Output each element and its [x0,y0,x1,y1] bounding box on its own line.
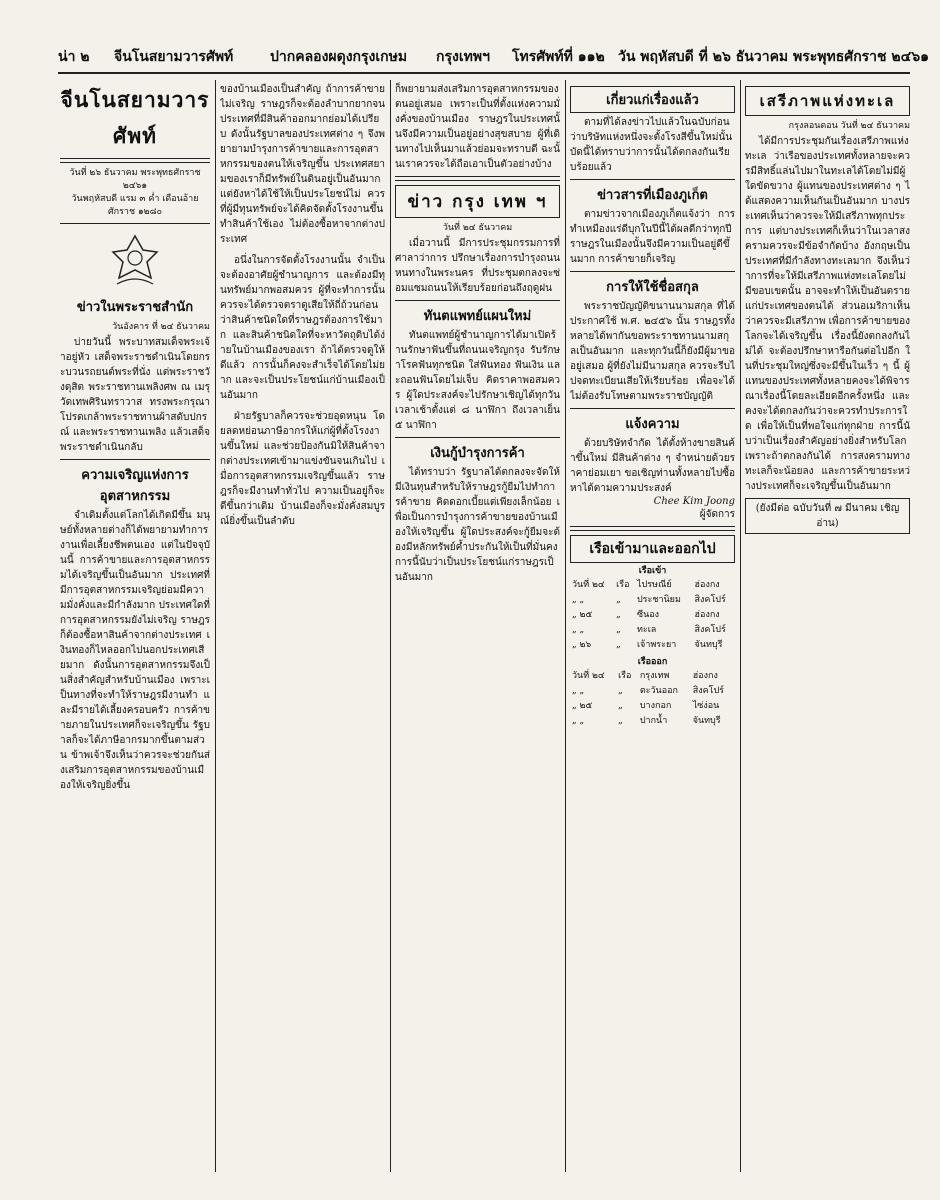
ships-departing-table [570,669,735,729]
column-3 [395,82,560,1172]
ship-cell: ฮ่องกง [692,671,718,681]
advertisement-heading: แจ้งความ [625,417,680,432]
ship-cell: จันทบุรี [694,640,723,650]
ship-cell: „ [618,701,623,711]
ship-cell: „ [618,686,623,696]
continued-note: (ยังมีต่อ ฉบับวันที่ ๗ มีนาคม เชิญอ่าน) [745,498,910,534]
column-rule [565,80,566,1172]
ship-row [570,684,735,699]
ships-arriving-heading: เรือเข้า [638,566,667,576]
running-head [58,40,930,68]
ship-row [570,669,735,684]
page-number: น่า ๒ [58,49,90,65]
ship-cell: สิงคโปร์ [694,595,726,605]
sea-freedom-heading: เสรีภาพแห่งทะเล [745,86,910,116]
ship-row [570,593,735,608]
divider [570,408,735,409]
essay-continued: ก็พยายามส่งเสริมการอุตสาหกรรมของตนอยู่เสมอ เพราะเป็นที่ตั้งแห่งความมั่งคั่งของบ้านเมือง ราษฎรในประเทศนั้นจึงมีความเป็นอยู่อย่างสุขสบาย ผู้ที่เดินทางไปเห็นมาแล้วย่อมจะทราบดี ฉะนั้นเราควรจะได้ถือเอาเป็นตัวอย่างบ้าง [395,84,560,170]
ship-cell: ไซ่ง่อน [692,701,720,711]
court-news-byline: วันอังคาร ที่ ๒๔ ธันวาคม [112,322,210,332]
ship-cell: „ [616,610,621,620]
ship-cell: „ „ [572,625,585,635]
masthead-lunar-date: วันพฤหัสบดี แรม ๓ ค่ำ เดือนอ้าย [71,194,199,204]
loan-heading: เงินกู้บำรุงการค้า [430,446,525,461]
ship-cell: ประชานิยม [636,595,681,605]
industry-essay-body: จำเดิมตั้งแต่โลกได้เกิดมีขึ้น มนุษย์ทั้งหลายต่างก็ได้พยายามทำการงานเพื่อเลี้ยงชีพตนเอง แต่ในปัจจุบันนี้ การค้าขายและการอุตสาหกรรมได้เจริญขึ้นเป็นอันมาก ประเทศที่มีการอุตสาหกรรมเจริญย่อมมีความมั่งคั่งและมีกำลังมาก ประเทศใดที่การอุตสาหกรรมยังไม่เจริญ ราษฎรก็ต้องซื้อหาสินค้าจากต่างประเทศ เงินทองก็ไหลออกไปนอกประเทศเสียมาก ดังนั้นการอุตสาหกรรมจึงเป็นสิ่งสำคัญสำหรับบ้านเมือง เพราะเป็นทางที่จะทำให้ราษฎรมีงานทำ และมีรายได้เลี้ยงครอบครัว การค้าขายภายในประเทศก็จะเจริญขึ้น รัฐบาลก็จะได้ภาษีอากรมากขึ้นตามส่วน ข้าพเจ้าจึงเห็นว่าควรจะช่วยกันส่งเสริมการอุตสาหกรรมของบ้านเมืองให้เจริญยิ่งขึ้น [60,510,210,791]
industry-essay-heading: ความเจริญแห่งการอุตสาหกรรม [81,468,189,504]
column-1 [60,82,210,1172]
ship-cell: เรือ [618,671,632,681]
ship-cell: „ „ [572,686,585,696]
ship-cell: ไปรษณีย์ [636,580,672,590]
ship-cell: „ ๒๕ [572,610,593,620]
notice-heading: เกี่ยวแก่เรื่องแล้ว [570,86,735,113]
masthead-rule [60,158,210,163]
city: กรุงเทพฯ [436,49,490,65]
ship-cell: „ [616,595,621,605]
phone: โทรศัพท์ที่ ๑๑๒ [512,49,605,65]
ship-cell: ฮ่องกง [694,610,720,620]
sea-freedom-byline: กรุงลอนดอน วันที่ ๒๔ ธันวาคม [788,121,910,131]
place: ปากคลองผดุงกรุงเกษม [270,49,408,65]
ship-cell: „ „ [572,716,585,726]
divider [60,459,210,460]
notice-body: ตามที่ได้ลงข่าวไปแล้วในฉบับก่อน ว่าบริษัทแห่งหนึ่งจะตั้งโรงสีขึ้นใหม่นั้น บัดนี้ได้ทราบว่าการนั้นได้ตกลงกันเรียบร้อยแล้ว [570,117,733,173]
ship-cell: กรุงเทพ [639,671,670,681]
masthead-era: ศักราช ๑๒๘๐ [107,207,163,217]
divider [570,179,735,180]
ship-row [570,578,735,593]
city-news-heading: ข่าว กรุง เทพ ฯ [395,185,560,218]
ship-cell: บางกอก [639,701,672,711]
divider [395,300,560,301]
advertisement-signature: Chee Kim Joong [653,496,735,507]
ship-cell: เรือ [616,580,630,590]
ship-cell: ตะวันออก [639,686,678,696]
loan-body: ได้ทราบว่า รัฐบาลได้ตกลงจะจัดให้มีเงินทุนสำหรับให้ราษฎรกู้ยืมไปทำการค้าขาย คิดดอกเบี้ยแต่เพียงเล็กน้อย เพื่อเป็นการบำรุงการค้าขายของบ้านเมืองให้เจริญขึ้น ผู้ใดประสงค์จะกู้ยืมจะต้องมีหลักทรัพย์ค้ำประกันให้เป็นที่มั่นคง การนี้นับว่าเป็นประโยชน์แก่ราษฎรเป็นอันมาก [395,467,560,583]
court-news-heading: ข่าวในพระราชสำนัก [76,300,194,315]
ship-row [570,699,735,714]
surname-law-heading: การให้ใช้ชื่อสกุล [606,280,699,295]
ship-cell: วันที่ ๒๔ [572,580,605,590]
city-news-byline: วันที่ ๒๔ ธันวาคม [442,223,513,233]
ship-row [570,714,735,729]
ship-row [570,608,735,623]
essay-continued-c: ฝ่ายรัฐบาลก็ควรจะช่วยอุดหนุน โดยลดหย่อนภาษีอากรให้แก่ผู้ที่ตั้งโรงงานขึ้นใหม่ และช่วยป้องกันมิให้สินค้าจากต่างประเทศเข้ามาแข่งขันจนเกินไป เมื่อการอุตสาหกรรมเจริญขึ้นแล้ว ราษฎรก็จะมีงานทำทั่วไป ความเป็นอยู่ก็จะดีขึ้นกว่าเดิม บ้านเมืองก็จะมั่งคั่งสมบูรณ์ยิ่งขึ้นเป็นลำดับ [220,411,385,527]
ship-cell: จันทบุรี [692,716,721,726]
divider [570,526,735,531]
column-rule [740,80,741,1172]
ship-cell: สิงคโปร์ [692,686,724,696]
shipping-heading: เรือเข้ามาและออกไป [570,535,735,563]
column-rule [390,80,391,1172]
column-5 [745,82,910,1172]
surname-law-body: พระราชบัญญัติขนานนามสกุล ที่ได้ประกาศใช้ พ.ศ. ๒๔๕๖ นั้น ราษฎรทั้งหลายได้พากันขอพระราชทานนามสกุลเป็นอันมาก และทุกวันนี้ก็ยังมีผู้มาขออยู่เสมอ ผู้ที่ยังไม่มีนามสกุล ควรจะรีบไปจดทะเบียนเสียให้เรียบร้อย เพื่อจะได้ไม่ต้องรับโทษตามพระราชบัญญัติ [570,301,735,402]
divider [395,437,560,438]
ship-cell: „ „ [572,595,585,605]
masthead-date: วันที่ ๒๖ ธันวาคม พระพุทธศักราช ๒๔๖๑ [69,168,201,191]
ships-arriving-table [570,578,735,653]
top-rule [58,72,910,74]
masthead-title: จีนโนสยามวารศัพท์ [60,87,210,148]
essay-continued-a: ของบ้านเมืองเป็นสำคัญ ถ้าการค้าขายไม่เจริญ ราษฎรก็จะต้องลำบากยากจน ประเทศที่มีสินค้าออกมากย่อมได้เปรียบ ดังนั้นรัฐบาลของประเทศต่าง ๆ จึงพยายามบำรุงการค้าขายและการอุตสาหกรรมของตนให้เจริญขึ้น ประเทศสยามของเราก็มีทรัพย์ในดินอยู่เป็นอันมาก แต่ยังหาได้ใช้ให้เป็นประโยชน์ไม่ ควรที่ผู้มีทุนทรัพย์จะได้คิดจัดตั้งโรงงานขึ้นทำสินค้าใช้เอง ไม่ต้องซื้อหาจากต่างประเทศ [220,84,385,245]
ship-cell: „ [616,640,621,650]
sea-freedom-body: ได้มีการประชุมกันเรื่องเสรีภาพแห่งทะเล ว่าเรือของประเทศทั้งหลายจะควรมีสิทธิ์แล่นไปมาในทะเลได้โดยไม่มีผู้ใดขัดขวาง ผู้แทนของประเทศต่าง ๆ ได้แสดงความเห็นกันเป็นอันมาก บางประเทศเห็นว่าควรจะให้มีเสรีภาพทุกประการ แต่บางประเทศก็เห็นว่าในเวลาสงครามควรจะมีข้อจำกัดบ้าง อังกฤษเป็นประเทศที่มีกำลังทางทะเลมาก จึงเห็นว่าการที่จะให้มีเสรีภาพแห่งทะเลโดยไม่มีขอบเขตนั้น อาจจะทำให้เป็นอันตรายแก่ประเทศของตนได้ ส่วนอเมริกาเห็นว่าควรจะมีเสรีภาพ เพื่อการค้าขายของโลกจะได้เจริญขึ้น เรื่องนี้ยังตกลงกันไม่ได้ จะต้องปรึกษาหารือกันต่อไปอีก ในที่ประชุมใหญ่ซึ่งจะมีขึ้นในเร็ว ๆ นี้ ผู้แทนของประเทศทั้งหลายคงจะได้พิจารณาเรื่องนี้โดยละเอียดอีกครั้งหนึ่ง และคงจะได้ตกลงกันว่าจะควรทำประการใด เพื่อให้เป็นที่พอใจแก่ทุกฝ่าย การนี้นับว่าเป็นเรื่องสำคัญอย่างยิ่งสำหรับโลก เพราะถ้าตกลงกันได้ การสงครามทางทะเลก็จะน้อยลง และการค้าขายระหว่างประเทศก็จะเจริญขึ้นเป็นอันมาก [745,136,910,492]
paper-name: จีนโนสยามวารศัพท์ [114,49,234,65]
ship-cell: ซีนอง [636,610,660,620]
provincial-news-body: ตามข่าวจากเมืองภูเก็ตแจ้งว่า การทำเหมืองแร่ดีบุกในปีนี้ได้ผลดีกว่าทุกปี ราษฎรในเมืองนั้นจึงมีความเป็นอยู่ดีขึ้นมาก การค้าขายก็เจริญ [570,209,735,265]
city-news-body: เมื่อวานนี้ มีการประชุมกรรมการที่ศาลาว่าการ ปรึกษาเรื่องการบำรุงถนนหนทางในพระนคร ที่ประชุมตกลงจะซ่อมแซมถนนให้เรียบร้อยก่อนถึงฤดูฝน [395,238,560,294]
ships-departing-heading: เรือออก [637,657,668,667]
ship-cell: ฮ่องกง [694,580,720,590]
dentist-heading: ทันตแพทย์แผนใหม่ [423,309,532,324]
column-rule [215,80,216,1172]
ship-cell: „ [618,716,623,726]
ship-cell: วันที่ ๒๔ [572,671,605,681]
ship-cell: „ ๒๖ [572,640,592,650]
divider [570,271,735,272]
divider [60,223,210,224]
ship-cell: ทะเล [636,625,657,635]
provincial-news-heading: ข่าวสารที่เมืองภูเก็ต [597,188,708,203]
ship-cell: „ [616,625,621,635]
divider [395,176,560,181]
ship-cell: ปากน้ำ [639,716,668,726]
ship-cell: „ ๒๕ [572,701,593,711]
essay-continued-b: อนึ่งในการจัดตั้งโรงงานนั้น จำเป็นจะต้องอาศัยผู้ชำนาญการ และต้องมีทุนทรัพย์มากพอสมควร ผู้ที่จะทำการนั้นควรจะได้ตรวจตราดูเสียให้ถี่ถ้วนก่อน ว่าสินค้าชนิดใดที่ราษฎรต้องการใช้มาก และสินค้าชนิดใดที่จะหาวัตถุดิบได้ง่ายในบ้านเมืองของเรา ถ้าได้ตรวจดูให้ดีแล้ว การนั้นก็คงจะสำเร็จได้โดยไม่ยาก และจะเป็นประโยชน์แก่บ้านเมืองเป็นอันมาก [220,255,385,401]
court-news-body: บ่ายวันนี้ พระบาทสมเด็จพระเจ้าอยู่หัว เสด็จพระราชดำเนินโดยกระบวนรถยนต์พระที่นั่ง แต่พระราชวังดุสิต พระราชทานเพลิงศพ ณ เมรุวัดเทพศิรินทราวาส ทรงพระกรุณาโปรดเกล้าพระราชทานผ้าสดับปกรณ์ และพระราชทานเพลิง แล้วเสด็จพระราชดำเนินกลับ [60,337,210,453]
column-2 [220,82,385,1172]
ship-row [570,623,735,638]
dentist-body: ทันตแพทย์ผู้ชำนาญการได้มาเปิดร้านรักษาฟันขึ้นที่ถนนเจริญกรุง รับรักษาโรคฟันทุกชนิด ใส่ฟันทอง ฟันเงิน และถอนฟันโดยไม่เจ็บ คิดราคาพอสมควร ผู้ใดประสงค์จะไปรักษาเชิญได้ทุกวัน เวลาเช้าตั้งแต่ ๘ นาฬิกา ถึงเวลาเย็น ๕ นาฬิกา [395,330,560,431]
advertisement-body: ด้วยบริษัทจำกัด ได้ตั้งห้างขายสินค้าขึ้นใหม่ มีสินค้าต่าง ๆ จำหน่ายด้วยราคาย่อมเยา ขอเชิญท่านทั้งหลายไปซื้อหาได้ตามความประสงค์ [570,438,735,494]
ship-cell: เจ้าพระยา [636,640,677,650]
ship-cell: สิงคโปร์ [694,625,726,635]
issue-date: วัน พฤหัสบดี ที่ ๒๖ ธันวาคม พระพุทธศักราช ๒๔๖๑ [618,49,930,65]
ship-row [570,638,735,653]
royal-seal-icon [105,230,165,290]
advertisement-signer-title: ผู้จัดการ [699,509,735,520]
column-4 [570,82,735,1172]
